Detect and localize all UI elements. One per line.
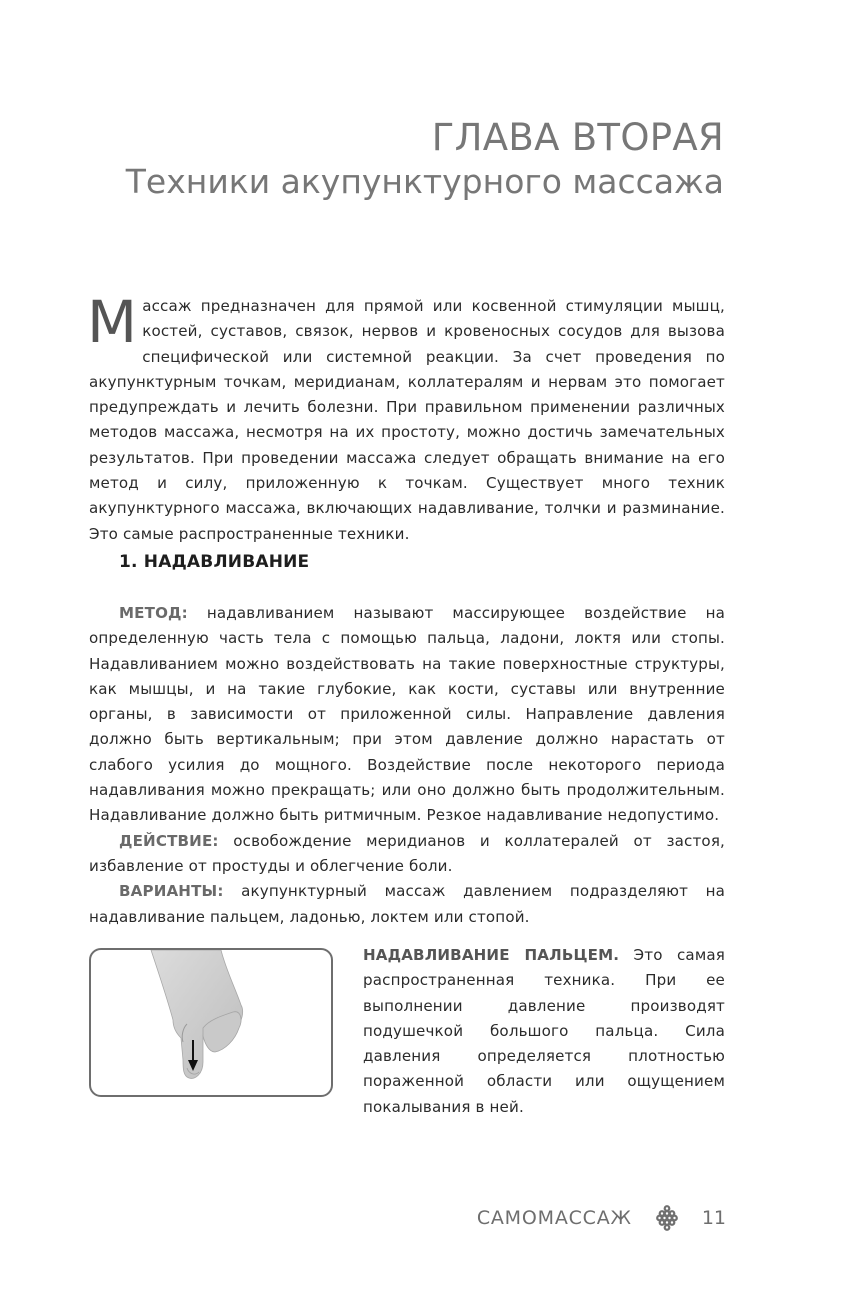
figure-caption-text: Это самая распространенная техника. При ее выполнении давление производят подушечкой большого пальца. Сила давления определяется плотностью пораженной области или ощущением покалывания в ней.: [363, 946, 725, 1116]
intro-paragraph: [87, 288, 725, 547]
page-number: 11: [701, 1207, 726, 1229]
variants-text: акупунктурный массаж давлением подразделяют на надавливание пальцем, ладонью, локтем или стопой.: [89, 882, 725, 926]
hand-thumb-press-illustration: [91, 950, 331, 1095]
figure-caption-lead: НАДАВЛИВАНИЕ ПАЛЬЦЕМ.: [363, 946, 620, 964]
method-text: надавливанием называют массирующее воздействие на определенную часть тела с помощью пальца, ладони, локтя или стопы. Надавливанием можно воздействовать на такие поверхностные структуры, как мышцы, и на такие глубокие, как кости, суставы или внутренние органы, в зависимости от приложенной силы. Направление давления должно быть вертикальным; при этом давление должно нарастать от слабого усилия до мощного. Воздействие после некоторого периода надавливания можно прекращать; или оно должно быть продолжительным. Надавливание должно быть ритмичным. Резкое надавливание недопустимо.: [89, 604, 725, 825]
action-lead: ДЕЙСТВИЕ:: [119, 831, 219, 850]
method-paragraph: [89, 601, 725, 829]
action-text: освобождение меридианов и коллатералей от застоя, избавление от простуды и облегчение боли.: [89, 831, 725, 875]
action-paragraph: [89, 829, 725, 880]
endless-knot-icon: [656, 1205, 678, 1231]
drop-cap: М: [87, 288, 138, 356]
variants-paragraph: [89, 879, 725, 930]
running-head: САМОМАССАЖ: [476, 1207, 632, 1229]
variants-lead: ВАРИАНТЫ:: [119, 882, 224, 901]
page-footer: [477, 1205, 726, 1231]
chapter-title: Техники акупунктурного массажа: [125, 162, 724, 201]
figure-caption: [363, 943, 725, 1120]
section-heading: 1. НАДАВЛИВАНИЕ: [119, 552, 310, 572]
chapter-label: ГЛАВА ВТОРАЯ: [431, 116, 724, 159]
method-lead: МЕТОД:: [119, 604, 188, 622]
intro-text: ассаж предназначен для прямой или косвенной стимуляции мышц, костей, суставов, связок, нервов и кровеносных сосудов для вызова специфической или системной реакции. За счет проведения по акупунктурным точкам, меридианам, коллатералям и нервам это помогает предупреждать и лечить болезни. При правильном применении различных методов массажа, несмотря на их простоту, можно достичь замечательных результатов. При проведении массажа следует обращать внимание на его метод и силу, приложенную к точкам. Существует много техник акупунктурного массажа, включающих надавливание, толчки и разминание. Это самые распространенные техники.: [89, 297, 725, 543]
section-body: [89, 601, 725, 930]
figure-frame: [89, 948, 333, 1097]
